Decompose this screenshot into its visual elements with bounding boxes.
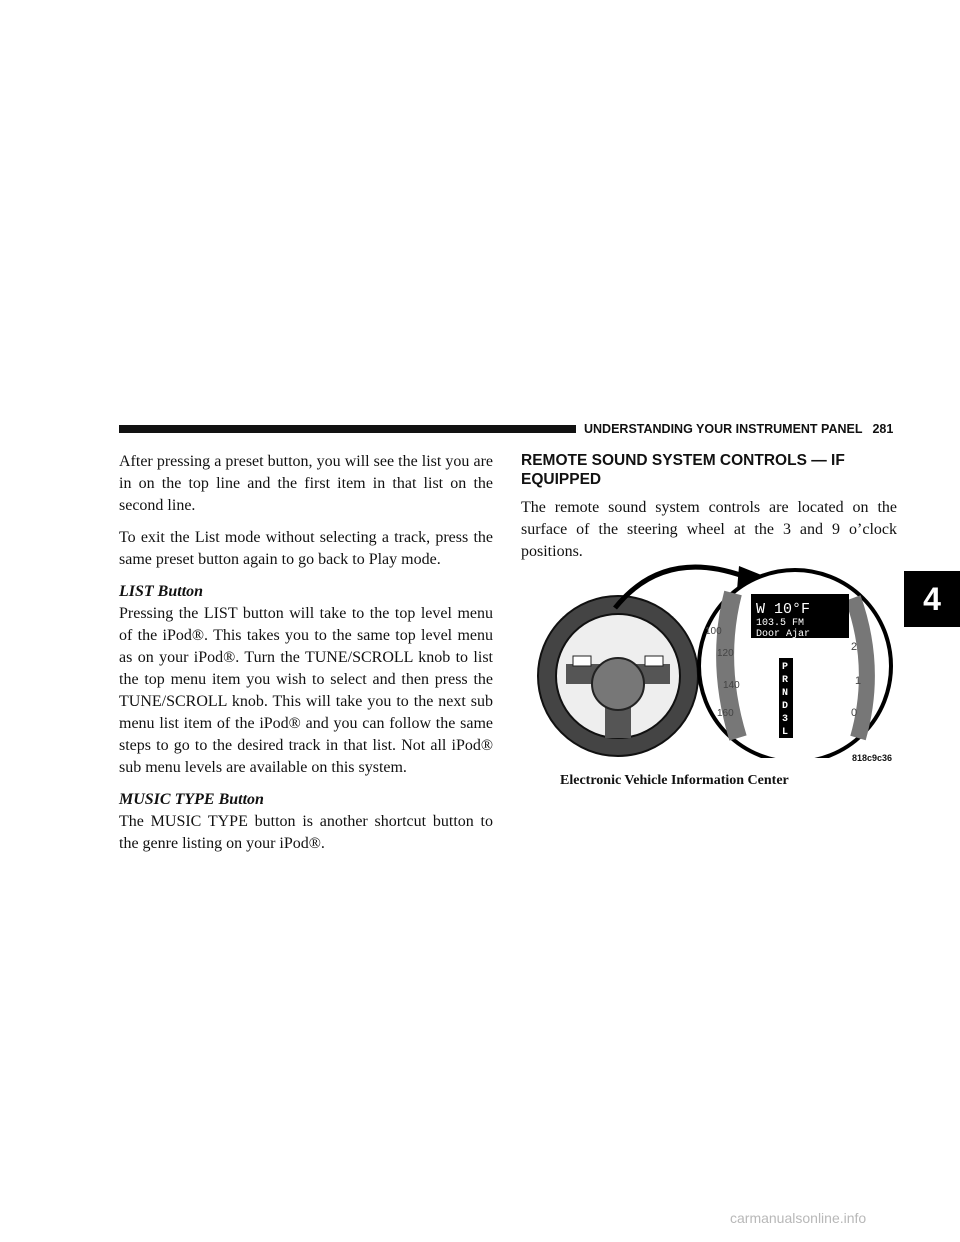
running-header — [576, 421, 904, 441]
gear-letter: R — [782, 675, 789, 686]
speed-label: 100 — [705, 626, 722, 637]
paragraph: The remote sound system controls are located on the surface of the steering wheel at the 3 and 9 o’clock positions. — [521, 499, 897, 560]
gauge-label: 1 — [855, 675, 862, 687]
steering-wheel-illustration — [538, 596, 698, 756]
subheading: MUSIC TYPE Button — [119, 791, 264, 808]
gear-letter: D — [782, 701, 789, 712]
watermark: carmanualsonline.info — [730, 1210, 867, 1226]
gear-letter: 3 — [782, 714, 789, 725]
speed-label: 120 — [717, 648, 734, 659]
figure-caption: Electronic Vehicle Information Center — [560, 773, 789, 788]
paragraph: The MUSIC TYPE button is another shortcut button to the genre listing on your iPod®. — [119, 813, 493, 852]
gear-letter: N — [782, 688, 789, 699]
left-column — [119, 451, 493, 865]
gauge-label: 2 — [851, 641, 858, 653]
figure-code: 818c9c36 — [852, 753, 893, 763]
subheading: LIST Button — [119, 583, 204, 600]
speed-label: 160 — [717, 708, 734, 719]
speed-label: 140 — [723, 680, 740, 691]
gauge-label: 0 — [851, 707, 858, 719]
page-number: 281 — [872, 422, 894, 436]
display-line-3: Door Ajar — [756, 629, 811, 640]
list-button-section — [119, 581, 493, 779]
evic-illustration — [533, 558, 893, 758]
paragraph: To exit the List mode without selecting a track, press the same preset button again to go back to Play mode. — [119, 529, 493, 568]
display-line-2: 103.5 FM — [756, 618, 805, 629]
paragraph: Pressing the LIST button will take to the top level menu of the iPod®. This takes you to the same top level menu as on your iPod®. Turn the TUNE/SCROLL knob to list the top menu item you wish to select and then press the TUNE/SCROLL knob. This will take you to the next sub menu list item of the iPod® and you can follow the same steps to go to the desired track in that list. Not all iPod® sub menu levels are available on this system. — [119, 605, 493, 776]
section-heading: REMOTE SOUND SYSTEM CONTROLS — IF EQUIPPED — [521, 452, 845, 488]
gear-letter: L — [782, 727, 789, 738]
right-column — [521, 451, 897, 573]
gear-letter: P — [782, 662, 789, 673]
paragraph: After pressing a preset button, you will see the list you are in on the top line and the first item in that list on the second line. — [119, 453, 493, 514]
header-title: UNDERSTANDING YOUR INSTRUMENT PANEL — [584, 422, 863, 436]
display-line-1: W 10°F — [756, 601, 811, 618]
chapter-tab: 4 — [904, 571, 960, 627]
music-type-section — [119, 789, 493, 855]
cluster-closeup — [699, 570, 891, 758]
